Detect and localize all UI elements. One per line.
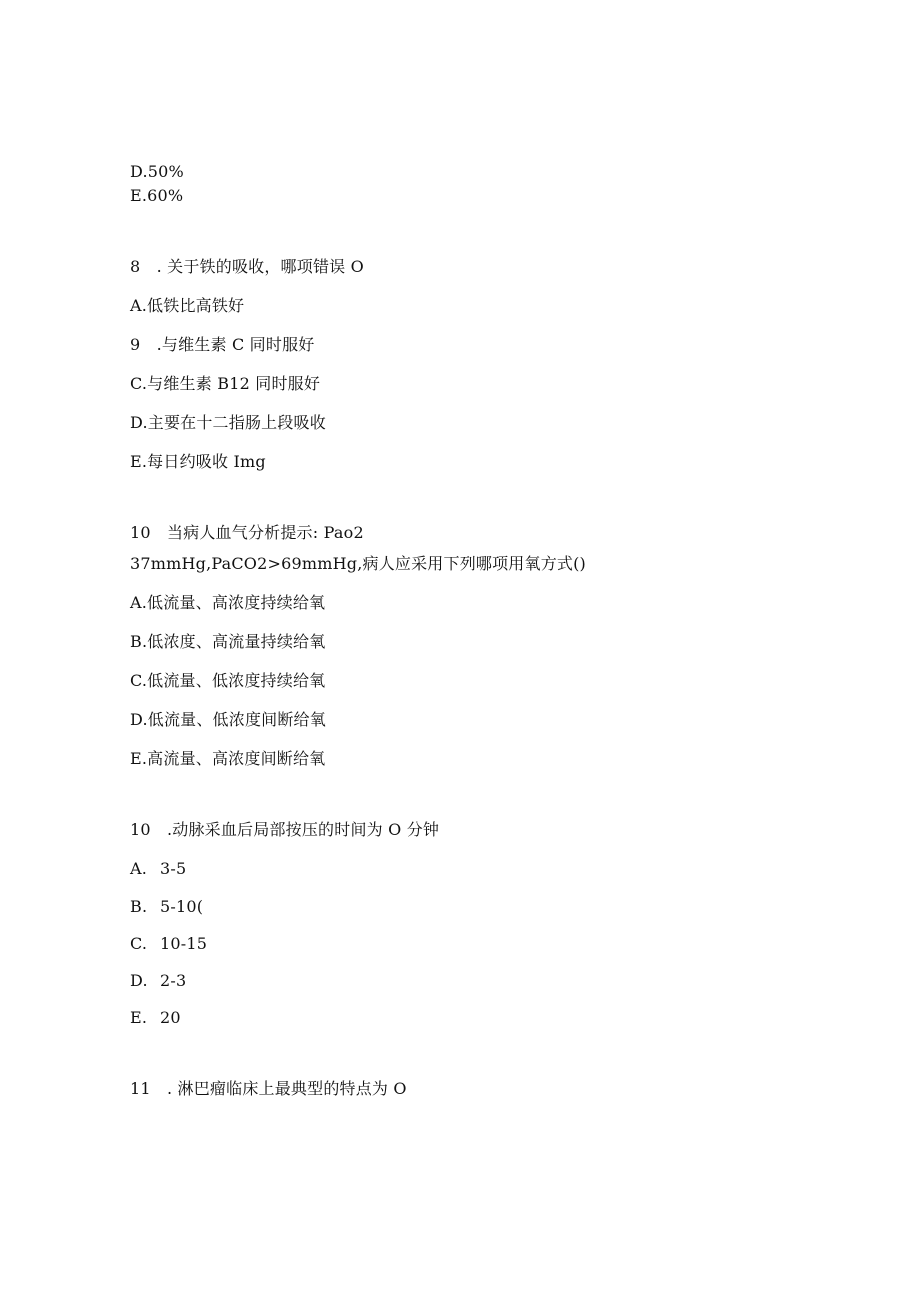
option-text: 2-3 bbox=[160, 971, 187, 990]
q10a-option-d: D.低流量、低浓度间断给氧 bbox=[130, 710, 326, 729]
q10b-option-d bbox=[130, 971, 186, 991]
q10a-option-b: B.低浓度、高流量持续给氧 bbox=[130, 632, 326, 651]
q10a-option-e: E.高流量、高浓度间断给氧 bbox=[130, 749, 326, 768]
option-letter: D. bbox=[130, 971, 148, 990]
q8-option-d: D.主要在十二指肠上段吸收 bbox=[130, 413, 326, 432]
option-d: D.50% bbox=[130, 162, 184, 181]
option-text: 10-15 bbox=[160, 934, 208, 953]
q10b-option-e bbox=[130, 1008, 181, 1028]
q8-option-c: C.与维生素 B12 同时服好 bbox=[130, 374, 321, 393]
question-10a-text-line1: 10 当病人血气分析提示: Pao2 bbox=[130, 523, 364, 542]
question-10b-text: 10 .动脉采血后局部按压的时间为 O 分钟 bbox=[130, 820, 440, 839]
option-text: 20 bbox=[160, 1008, 181, 1027]
option-letter: B. bbox=[130, 897, 148, 916]
option-e: E.60% bbox=[130, 186, 184, 205]
option-text: 5-10( bbox=[160, 897, 204, 916]
q8-option-b: 9 .与维生素 C 同时服好 bbox=[130, 335, 315, 354]
q10a-option-a: A.低流量、高浓度持续给氧 bbox=[130, 593, 326, 612]
question-10a-text-line2: 37mmHg,PaCO2>69mmHg,病人应采用下列哪项用氧方式() bbox=[130, 554, 586, 573]
question-8-text: 8 . 关于铁的吸收，哪项错误 O bbox=[130, 257, 364, 276]
question-11-text: 11 . 淋巴瘤临床上最典型的特点为 O bbox=[130, 1079, 407, 1098]
q10b-option-c bbox=[130, 934, 207, 954]
q10b-option-b bbox=[130, 897, 203, 917]
option-letter: A. bbox=[130, 859, 148, 878]
q8-option-a: A.低铁比高铁好 bbox=[130, 296, 245, 315]
option-text: 3-5 bbox=[160, 859, 187, 878]
q10b-option-a bbox=[130, 859, 186, 879]
option-letter: C. bbox=[130, 934, 148, 953]
q10a-option-c: C.低流量、低浓度持续给氧 bbox=[130, 671, 326, 690]
option-letter: E. bbox=[130, 1008, 148, 1027]
q8-option-e: E.每日约吸收 Img bbox=[130, 452, 266, 471]
